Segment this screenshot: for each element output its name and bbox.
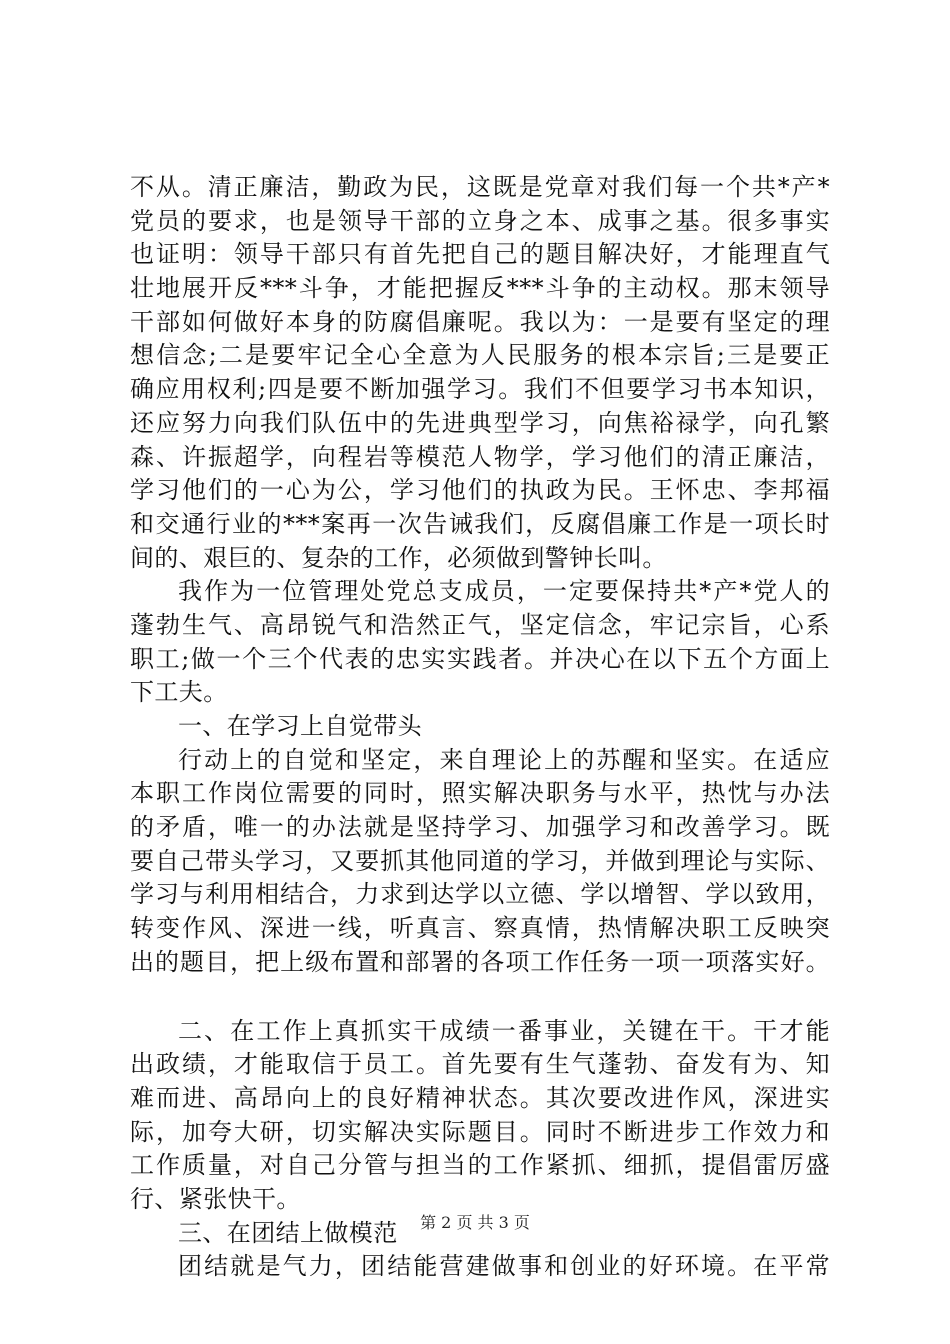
text-line: 学习与利用相结合，力求到达学以立德、学以增智、学以致用， [130,880,830,909]
text-line: 团结就是气力，团结能营建做事和创业的好环境。在平常 [178,1252,830,1281]
text-line: 不从。清正廉洁，勤政为民，这既是党章对我们每一个共*产* [130,173,830,201]
text-line: 干部如何做好本身的防腐倡廉呢。我以为：一是要有坚定的理 [130,307,830,336]
text-line: 间的、艰巨的、复杂的工作，必须做到警钟长叫。 [130,543,667,572]
text-line: 出政绩，才能取信于员工。首先要有生气蓬勃、奋发有为、知 [130,1050,830,1079]
text-line: 际，加夸大研，切实解决实际题目。同时不断进步工作效力和 [130,1117,830,1146]
text-line: 要自己带头学习，又要抓其他同道的学习，并做到理论与实际、 [130,846,830,875]
text-line: 本职工作岗位需要的同时，照实解决职务与水平，热忱与办法 [130,779,830,808]
text-line: 二、在工作上真抓实干成绩一番事业，关键在干。干才能 [178,1016,830,1045]
text-line: 行、紧张快干。 [130,1184,301,1213]
text-line: 我作为一位管理处党总支成员，一定要保持共*产*党人的 [178,577,830,606]
text-line: 职工;做一个三个代表的忠实实践者。并决心在以下五个方面上 [130,644,830,673]
text-line: 一、在学习上自觉带头 [178,712,422,740]
text-line: 也证明：领导干部只有首先把自己的题目解决好，才能理直气 [130,240,830,269]
text-line: 学习他们的一心为公，学习他们的执政为民。王怀忠、李邦福 [130,476,830,505]
text-line: 还应努力向我们队伍中的先进典型学习，向焦裕禄学，向孔繁 [130,408,830,437]
blank-line [130,980,830,1015]
document-body [130,171,830,1284]
text-line: 想信念;二是要牢记全心全意为人民服务的根本宗旨;三是要正 [130,341,830,370]
text-line: 和交通行业的***案再一次告诫我们，反腐倡廉工作是一项长时 [130,509,830,538]
page-footer: 第 2 页 共 3 页 [420,1213,530,1232]
text-line: 的矛盾，唯一的办法就是坚持学习、加强学习和改善学习。既 [130,813,830,842]
text-line: 确应用权利;四是要不断加强学习。我们不但要学习书本知识， [130,375,830,404]
text-line: 党员的要求，也是领导干部的立身之本、成事之基。很多事实 [130,206,830,235]
text-line: 下工夫。 [130,678,228,707]
text-line: 三、在团结上做模范 [178,1218,398,1247]
text-line: 森、许振超学，向程岩等模范人物学，学习他们的清正廉洁， [130,442,830,471]
text-line: 蓬勃生气、高昂锐气和浩然正气，坚定信念，牢记宗旨，心系 [130,610,830,639]
text-line: 工作质量，对自己分管与担当的工作紧抓、细抓，提倡雷厉盛 [130,1151,830,1180]
text-line: 转变作风、深进一线，听真言、察真情，热情解决职工反映突 [130,914,830,943]
text-line: 行动上的自觉和坚定，来自理论上的苏醒和坚实。在适应 [178,745,830,774]
text-line: 难而进、高昂向上的良好精神状态。其次要改进作风，深进实 [130,1083,830,1112]
text-line: 出的题目，把上级布置和部署的各项工作任务一项一项落实好。 [130,947,830,976]
text-line: 壮地展开反***斗争，才能把握反***斗争的主动权。那末领导 [130,274,830,303]
